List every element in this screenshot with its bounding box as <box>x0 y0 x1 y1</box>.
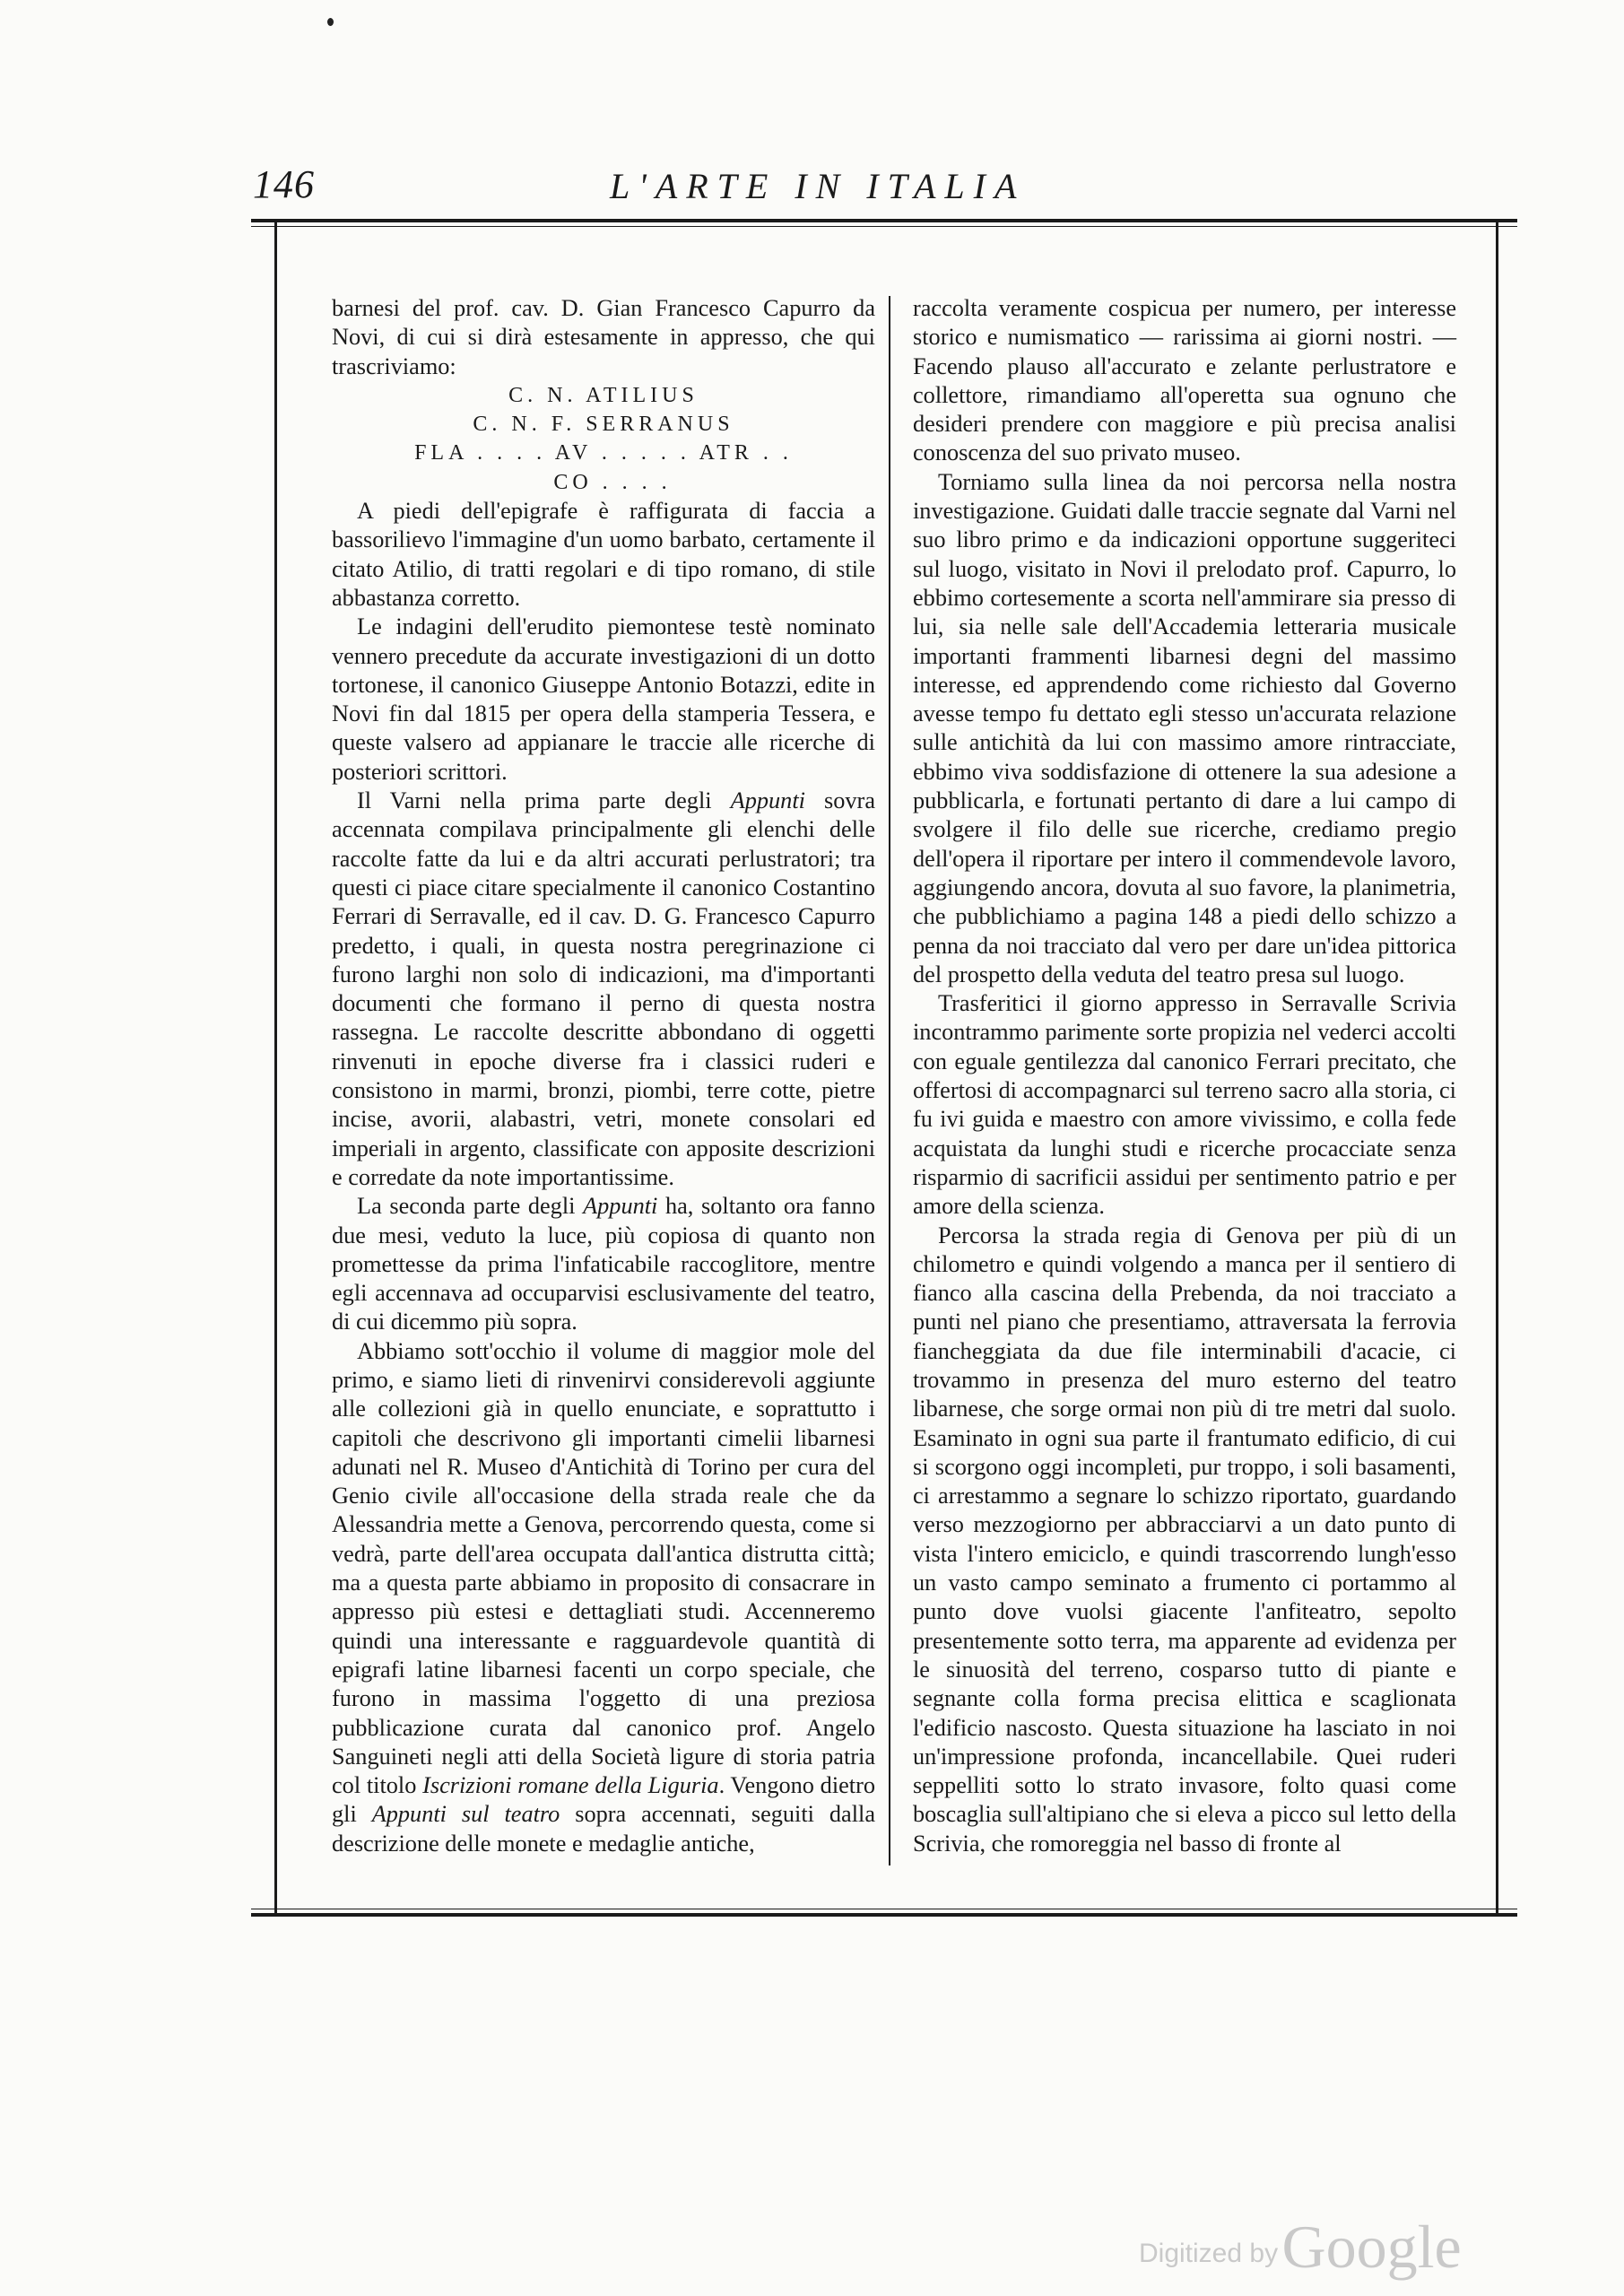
epigraph-line: C. N. F. SERRANUS <box>473 413 734 437</box>
paragraph: A piedi dell'epigrafe è raffigurata di faccia a bassorilievo l'immagine d'un uomo barbato, certamente il citato Atilio, di tratti regolari e di tipo romano, di stile abbastanza corretto. <box>332 498 875 611</box>
paragraph <box>332 1337 875 1858</box>
paragraph <box>332 1192 875 1336</box>
italic-title: Appunti <box>583 1193 658 1220</box>
text-run: La seconda parte degli <box>357 1193 584 1220</box>
paragraph: raccolta veramente cospicua per numero, per interesse storico e numismatico — rarissima ai giorni nostri. — Facendo plauso all'accurato e zelante perlustratore e collettore, rimandiamo all'operetta sua ognuno che desideri prendere con maggiore e più precisa analisi conoscenza del suo privato museo. <box>913 295 1456 466</box>
digitization-watermark <box>1139 2212 1462 2283</box>
paragraph: Trasferitici il giorno appresso in Serravalle Scrivia incontrammo parimente sorte propizia nel vederci accolti con eguale gentilezza dal canonico Ferrari precitato, che offertosi di accompagnarci sul terreno sacro alla storia, ci fu ivi guida e maestro con amore vivissimo, e colla fede acquistata da lunghi studi e ricerche procacciate senza risparmio di sacrificii assidui per sentimento patrio e per amore della scienza. <box>913 990 1456 1220</box>
epigraph-line: FLA . . . . AV . . . . . ATR . . <box>414 441 793 465</box>
ink-speck <box>327 18 334 26</box>
top-rule-thick <box>251 219 1517 222</box>
top-rule-thin <box>251 226 1517 227</box>
text-run: sovra accennata compilava principalmente gli elenchi delle raccolte fatte da lui e da altri accurati perlustratori; tra questi ci piace citare specialmente il canonico Costantino Ferrari di Serravalle, ed il cav. D. G. Francesco Capurro predetto, i quali, in questa nostra peregrinazione ci furono larghi non solo di indicazioni, ma d'importanti documenti che formano il perno di questa nostra rassegna. Le raccolte descritte abbondano di oggetti rinvenuti in epoche diverse fra i classici ruderi e consistono in marmi, bronzi, piombi, terre cotte, pietre incise, avorii, alabastri, vetri, monete consolari ed imperiali in argento, classificate con apposite descrizioni e corredate da note importantissime. <box>332 787 875 1190</box>
text-run: sopra accennati, seguiti dalla descrizione delle monete e medaglie antiche, <box>332 1801 875 1857</box>
text-run: Il Varni nella prima parte degli <box>357 787 731 814</box>
paragraph <box>332 787 875 1192</box>
frame-left-line <box>274 219 277 1916</box>
epigraph-line: C. N. ATILIUS <box>508 383 699 407</box>
watermark-prefix: Digitized by <box>1139 2239 1279 2268</box>
text-run: Abbiamo sott'occhio il volume di maggior mole del primo, e siamo lieti di rinvenirvi considerevoli aggiunte alle collezioni già in quello enunciate, e soprattutto i capitoli che descrivono gli importanti cimelii libarnesi adunati nel R. Museo d'Antichità di Torino per cura del Genio civile all'occasione della strada reale che da Alessandria mette a Genova, percorrendo questa, come si vedrà, parte dell'area occupata dall'antica distrutta città; ma a questa parte abbiamo in proposito di consacrare in appresso più estesi e dettagliati studi. Accenneremo quindi una interessante e ragguardevole quantità di epigrafi latine libarnesi facenti un corpo speciale, che furono in massima l'oggetto di una preziosa pubblicazione curata dal canonico prof. Angelo Sanguineti negli atti della Società ligure di storia patria col titolo <box>332 1337 875 1799</box>
text-run: ha, soltanto ora fanno due mesi, veduto la luce, più copiosa di quanto non promettesse da prima l'infaticabile raccoglitore, mentre egli accennava ad occuparvisi esclusivamente del teatro, di cui dicemmo più sopra. <box>332 1193 875 1335</box>
text-run: . Vengono dietro gli <box>332 1772 876 1828</box>
running-title: L'ARTE IN ITALIA <box>610 166 1026 206</box>
italic-title: Iscrizioni romane della Liguria <box>422 1772 719 1799</box>
frame-right-line <box>1496 219 1498 1916</box>
page-number: 146 <box>253 162 315 206</box>
watermark-brand: Google <box>1281 2213 1462 2281</box>
italic-title: Appunti sul teatro <box>371 1801 560 1828</box>
epigraph-line: CO . . . . <box>553 470 672 494</box>
paragraph: Le indagini dell'erudito piemontese testè nominato vennero precedute da accurate investigazioni di un dotto tortonese, il canonico Giuseppe Antonio Botazzi, edite in Novi fin dal 1815 per opera della stamperia Tessera, e queste valsero ad appianare le traccie alle ricerche di posteriori scrittori. <box>332 613 875 785</box>
paragraph: barnesi del prof. cav. D. Gian Francesco Capurro da Novi, di cui si dirà estesamente in appresso, che qui trascriviamo: <box>332 295 875 379</box>
italic-title: Appunti <box>730 787 805 814</box>
paragraph: Percorsa la strada regia di Genova per più di un chilometro e quindi volgendo a manca per il sentiero di fianco alla cascina della Prebenda, da noi tracciato a punti nel piano che presentiamo, attraversata la ferrovia fiancheggiata da due file interminabili d'acacie, ci trovammo in presenza del muro esterno del teatro libarnese, che sorge ormai non più di tre metri dal suolo. Esaminato in ogni sua parte il frantumato edificio, di cui si scorgono oggi incompleti, pur troppo, i soli basamenti, ci arrestammo a segnare lo schizzo riportato, guardando verso mezzogiorno per abbracciarvi a un dato punto di vista l'intero emiciclo, e quindi trascorrendo lungh'esso un vasto campo seminato a frumento ci portammo al punto dove vuolsi giacente l'anfiteatro, sepolto presentemente sotto terra, ma apparente ad evidenza per le sinuosità del terreno, cosparso tutto di piante e segnante colla forma precisa elittica e scaglionata l'edificio nascosto. Questa situazione ha lasciato in noi un'impressione profonda, incancellabile. Quei ruderi seppelliti sotto lo strato invasore, folto quasi come boscaglia sull'altipiano che si eleva a picco sul letto della Scrivia, che romoreggia nel basso di fronte al <box>913 1222 1456 1857</box>
left-column <box>332 294 875 1858</box>
right-column <box>913 294 1456 1858</box>
column-divider <box>889 296 890 1866</box>
bottom-rule-thick <box>251 1913 1517 1917</box>
paragraph: Torniamo sulla linea da noi percorsa nella nostra investigazione. Guidati dalle traccie segnate dal Varni nel suo libro primo e da indicazioni opportune suggeriteci sul luogo, visitato in Novi il prelodato prof. Capurro, lo ebbimo cortesemente a scorta nell'ammirare sia presso di lui, sia nelle sale dell'Accademia letteraria musicale importanti frammenti libarnesi degni del massimo interesse, ed apprendendo come richiesto dal Governo avesse tempo fu dettato egli stesso un'accurata relazione sulle antichità da lui con massimo amore rintracciate, ebbimo viva soddisfazione di ottenere la sua adesione a pubblicarla, e fortunati pertanto di dare a lui campo di svolgere il filo delle sue ricerche, crediamo pregio dell'opera il riportare per intero il commendevole lavoro, aggiungendo ancora, dovuta al suo favore, la planimetria, che pubblichiamo a pagina 148 a piedi dello schizzo a penna da noi tracciato dal vero per dare un'idea pittorica del prospetto della veduta del teatro presa sul luogo. <box>913 468 1456 987</box>
